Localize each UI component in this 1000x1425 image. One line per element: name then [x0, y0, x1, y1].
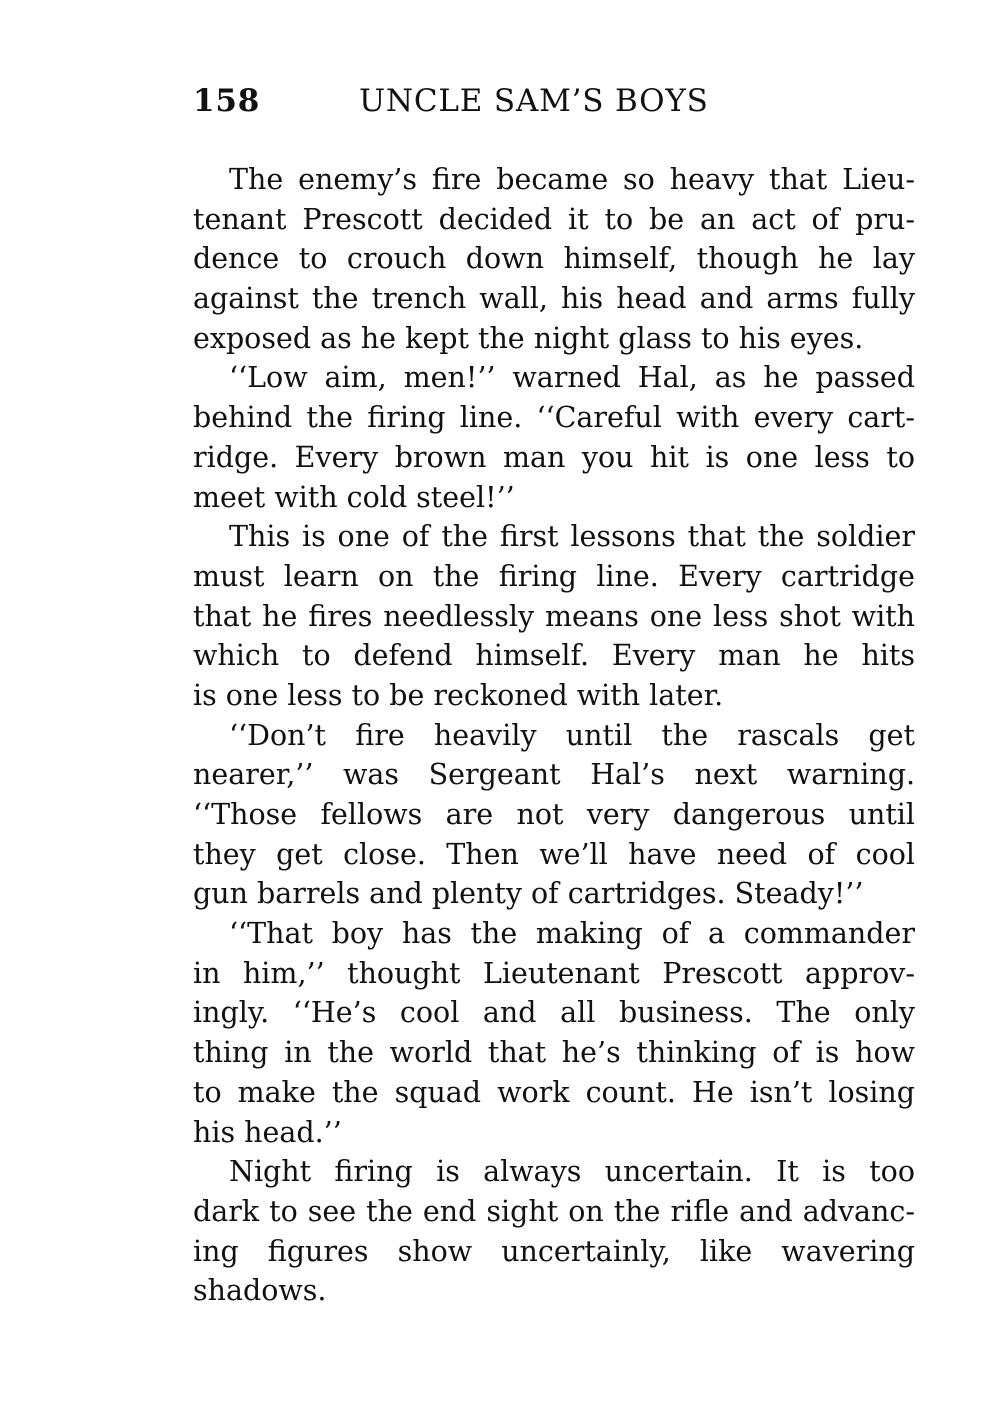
- text-line: nearer,’’ was Sergeant Hal’s next warning.: [193, 758, 915, 792]
- book-title: UNCLE SAM’S BOYS: [359, 83, 709, 119]
- text-line: ridge. Every brown man you hit is one less to: [193, 440, 915, 474]
- text-line: This is one of the first lessons that the soldier: [229, 520, 915, 554]
- text-line: ingly. ‘‘He’s cool and all business. The only: [193, 996, 915, 1030]
- text-line: must learn on the firing line. Every cartridge: [193, 559, 915, 593]
- text-line: ing figures show uncertainly, like wavering: [193, 1234, 915, 1268]
- text-line: which to defend himself. Every man he hits: [193, 639, 915, 673]
- text-line: they get close. Then we’ll have need of cool: [193, 837, 915, 871]
- text-line: to make the squad work count. He isn’t losing: [193, 1075, 915, 1109]
- text-line: ‘‘Those fellows are not very dangerous until: [193, 798, 915, 831]
- text-line: behind the firing line. ‘‘Careful with every cart-: [193, 401, 915, 435]
- text-line: thing in the world that he’s thinking of is how: [193, 1036, 915, 1070]
- text-line: ‘‘Low aim, men!’’ warned Hal, as he passed: [229, 361, 915, 395]
- text-line: meet with cold steel!’’: [193, 480, 515, 514]
- text-line: that he fires needlessly means one less shot with: [193, 599, 915, 633]
- text-line: gun barrels and plenty of cartridges. Steady!’’: [193, 877, 864, 911]
- page-number: 158: [193, 83, 261, 119]
- text-line: ‘‘That boy has the making of a commander: [229, 917, 915, 951]
- text-line: exposed as he kept the night glass to his eyes.: [193, 321, 864, 355]
- text-line: dence to crouch down himself, though he lay: [193, 242, 915, 276]
- text-line: shadows.: [193, 1274, 327, 1308]
- running-head: [193, 76, 913, 126]
- body-text: [193, 160, 915, 1311]
- text-line: tenant Prescott decided it to be an act of pru-: [193, 202, 915, 236]
- text-line: against the trench wall, his head and arms fully: [193, 282, 915, 316]
- text-line: his head.’’: [193, 1115, 342, 1149]
- text-line: ‘‘Don’t fire heavily until the rascals get: [229, 718, 915, 752]
- text-line: Night firing is always uncertain. It is too: [229, 1155, 915, 1189]
- text-line: in him,’’ thought Lieutenant Prescott approv-: [193, 956, 915, 990]
- text-line: The enemy’s fire became so heavy that Lieu-: [229, 163, 915, 196]
- text-line: is one less to be reckoned with later.: [193, 678, 724, 712]
- text-line: dark to see the end sight on the rifle and advanc-: [193, 1194, 915, 1228]
